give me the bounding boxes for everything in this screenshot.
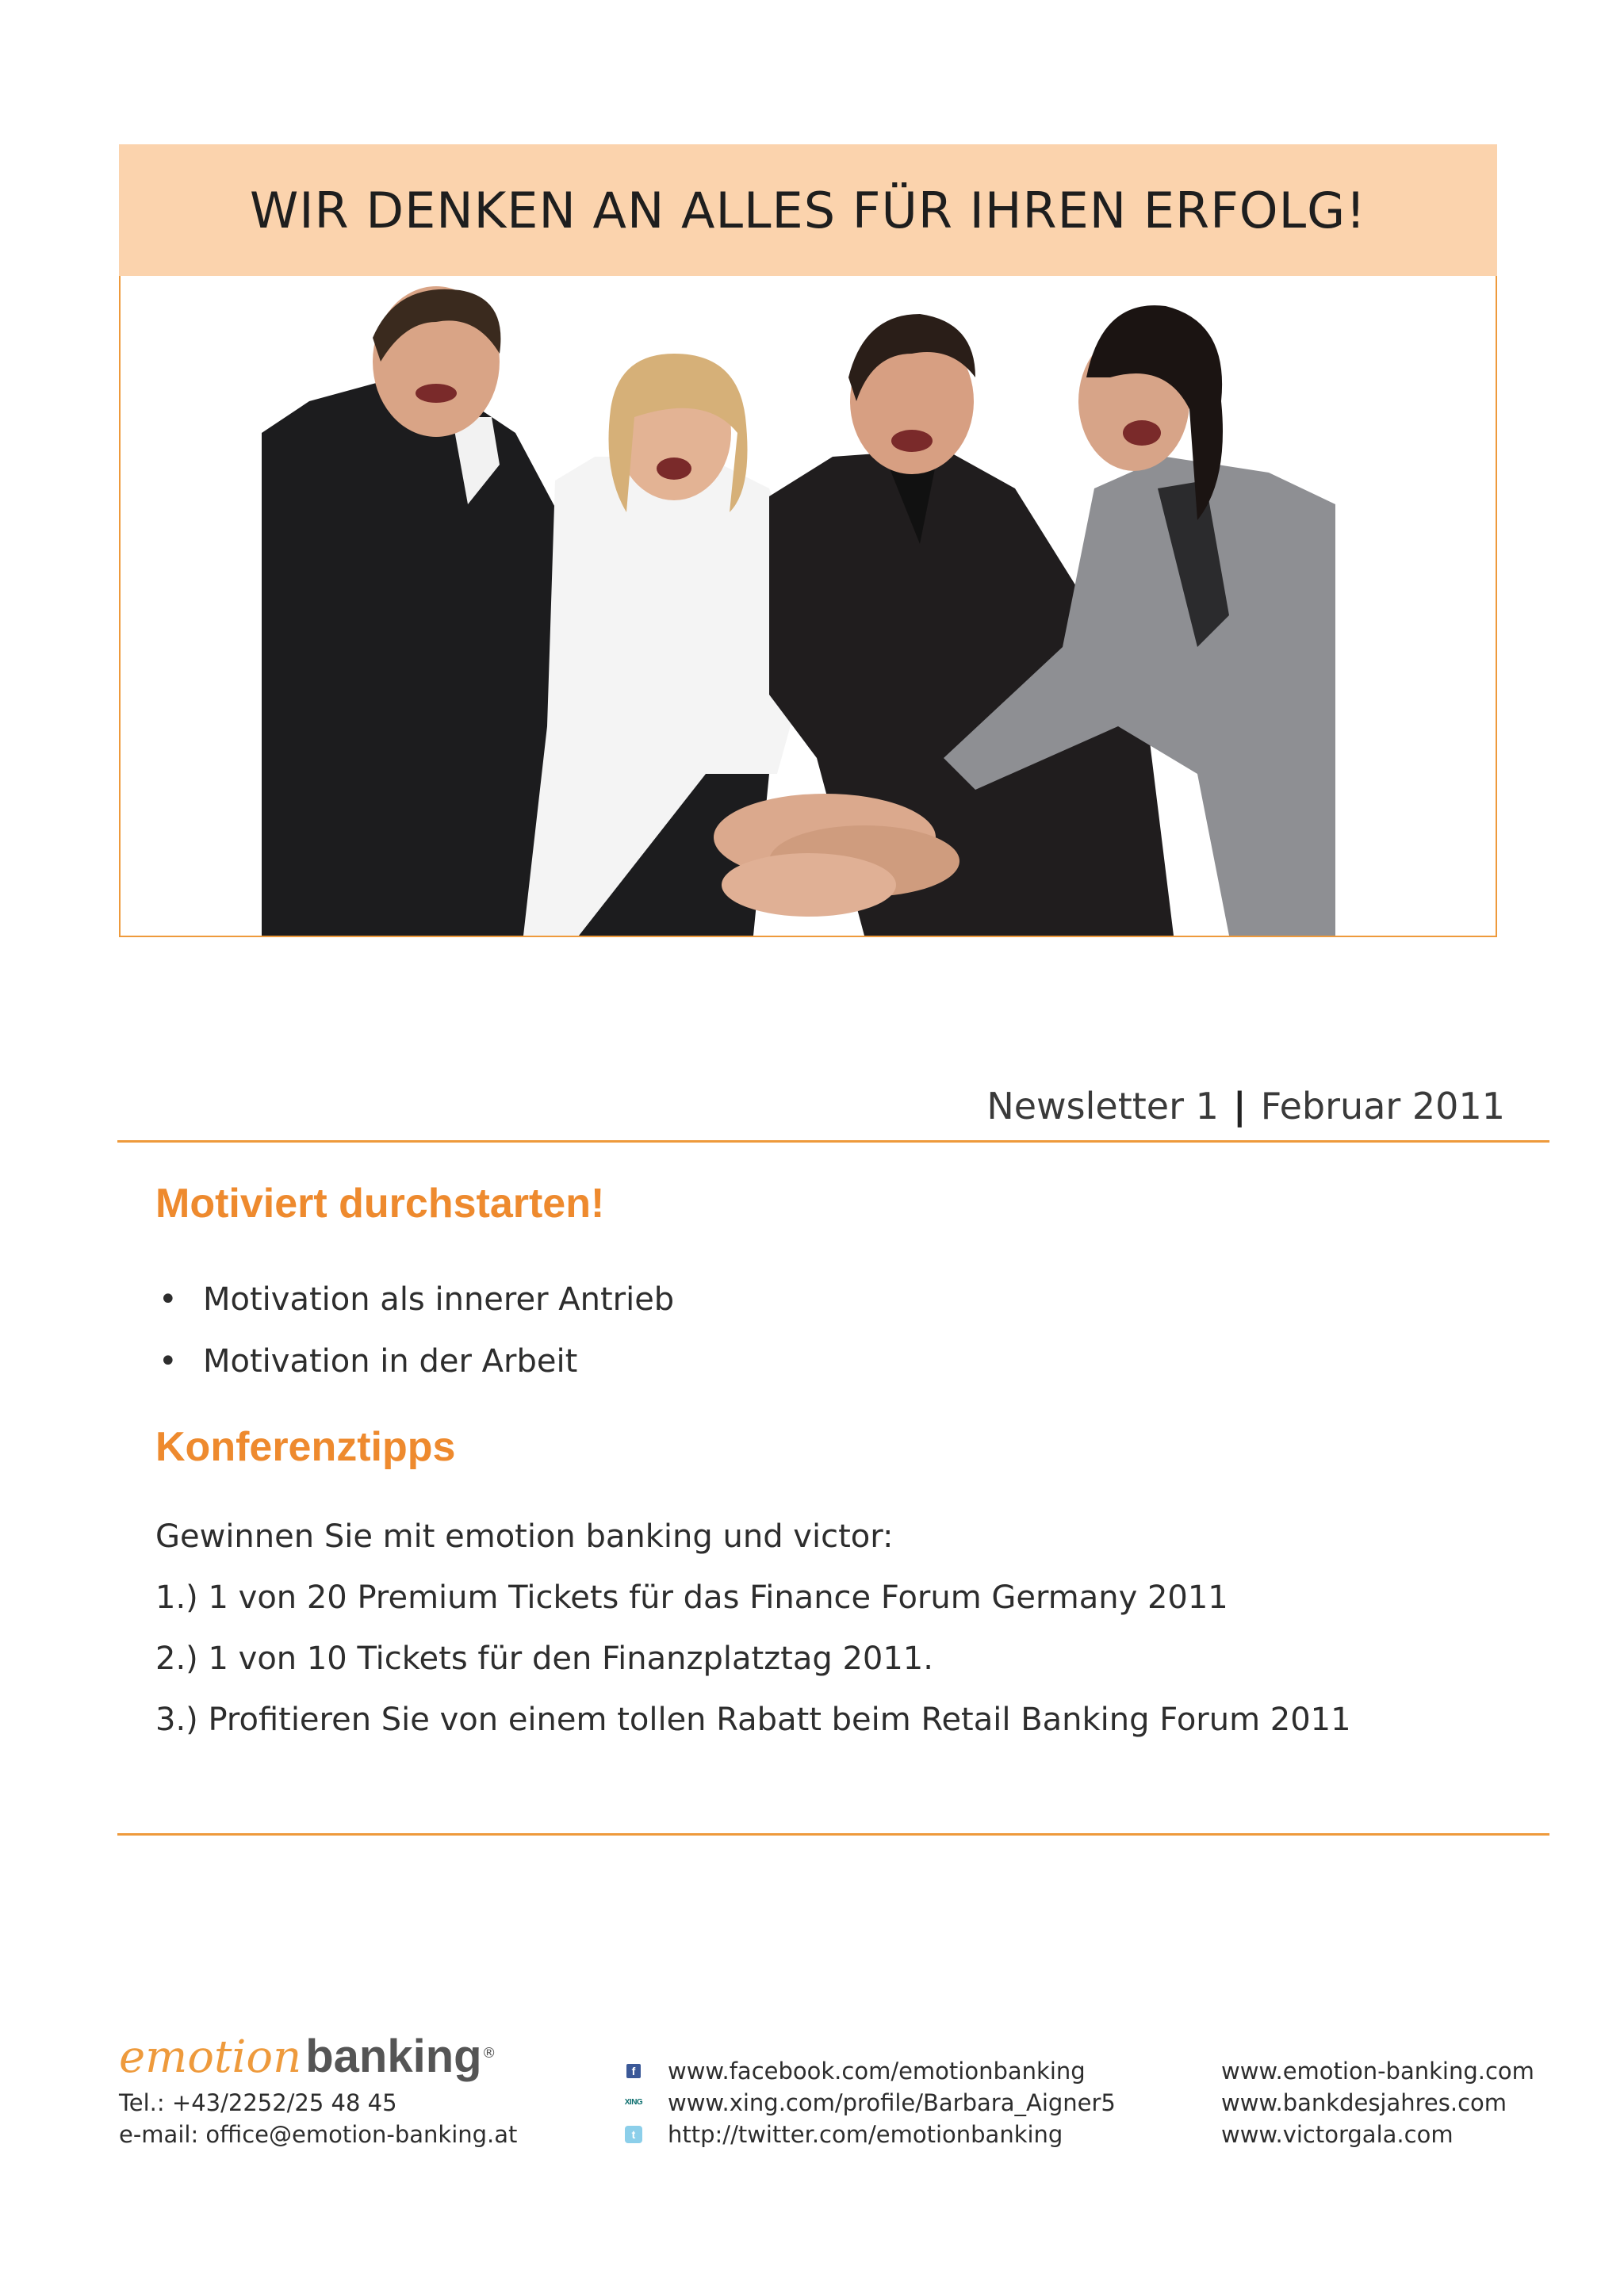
registered-mark: ®: [481, 2044, 496, 2062]
email-address[interactable]: e-mail: office@emotion-banking.at: [119, 2121, 518, 2148]
bullet-text: Motivation als innerer Antrieb: [203, 1281, 675, 1318]
hero-title: WIR DENKEN AN ALLES FÜR IHREN ERFOLG!: [249, 181, 1367, 239]
newsletter-date: Februar 2011: [1260, 1085, 1505, 1128]
issue-separator: |: [1232, 1085, 1247, 1128]
bullet-icon: •: [159, 1281, 178, 1318]
section-heading-motivation: Motiviert durchstarten!: [155, 1181, 605, 1227]
website-link[interactable]: www.emotion-banking.com: [1221, 2058, 1534, 2085]
bullet-icon: •: [159, 1343, 178, 1380]
section-heading-conferences: Konferenztipps: [155, 1424, 456, 1470]
phone-number: Tel.: +43/2252/25 48 45: [119, 2089, 397, 2116]
conference-intro: Gewinnen Sie mit emotion banking und victor:: [155, 1518, 894, 1555]
conference-tips: [155, 1507, 1351, 1751]
list-item: [155, 1269, 674, 1330]
team-hands-photo: [262, 282, 1335, 936]
motivation-bullet-list: [155, 1269, 674, 1392]
conference-item: 3.) Profitieren Sie von einem tollen Rabatt beim Retail Banking Forum 2011: [155, 1702, 1351, 1738]
twitter-icon: t: [625, 2126, 642, 2143]
bullet-text: Motivation in der Arbeit: [203, 1343, 578, 1380]
conference-item: 2.) 1 von 10 Tickets für den Finanzplatztag 2011.: [155, 1641, 933, 1677]
divider-bottom: [117, 1833, 1549, 1836]
emotion-banking-logo: [119, 2030, 496, 2093]
social-link-text[interactable]: www.facebook.com/emotionbanking: [668, 2058, 1086, 2085]
conference-item: 1.) 1 von 20 Premium Tickets für das Finance Forum Germany 2011: [155, 1579, 1228, 1616]
footer-social-links: [623, 2055, 1116, 2150]
divider-top: [117, 1140, 1549, 1143]
newsletter-number: Newsletter 1: [986, 1085, 1219, 1128]
social-link-text[interactable]: www.xing.com/profile/Barbara_Aigner5: [668, 2089, 1116, 2116]
website-link[interactable]: www.victorgala.com: [1221, 2121, 1454, 2148]
social-link-twitter[interactable]: [623, 2119, 1116, 2150]
social-link-text[interactable]: http://twitter.com/emotionbanking: [668, 2121, 1063, 2148]
facebook-icon: f: [626, 2064, 641, 2078]
website-link[interactable]: www.bankdesjahres.com: [1221, 2089, 1507, 2116]
hero-banner: [119, 144, 1497, 276]
social-link-facebook[interactable]: [623, 2055, 1116, 2087]
logo-word-emotion: emotion: [119, 2031, 302, 2083]
footer-contact: [119, 2087, 517, 2150]
xing-icon: XING: [624, 2098, 643, 2107]
hero-photo-frame: [119, 276, 1497, 937]
logo-word-banking: banking: [305, 2031, 482, 2082]
list-item: [155, 1330, 674, 1392]
social-link-xing[interactable]: [623, 2087, 1116, 2119]
issue-line: [986, 1085, 1505, 1128]
footer-websites: [1221, 2055, 1534, 2150]
